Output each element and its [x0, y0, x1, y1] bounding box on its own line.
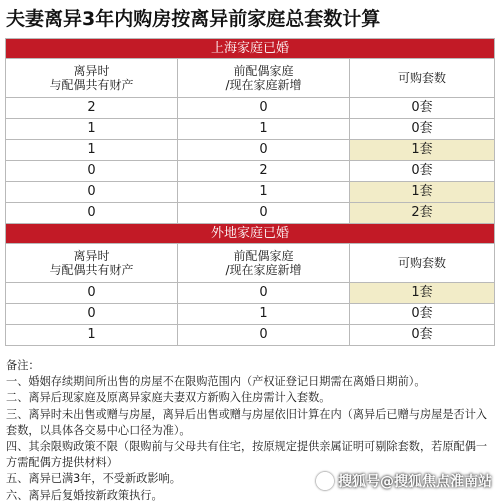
watermark — [316, 471, 492, 491]
table-cell: 0 — [178, 203, 350, 224]
table-cell: 0 — [6, 283, 178, 304]
table-row — [6, 182, 495, 203]
column-header: 前配偶家庭 /现在家庭新增 — [178, 59, 350, 98]
column-header: 可购套数 — [350, 59, 495, 98]
table-row — [6, 161, 495, 182]
sohu-logo-icon — [316, 472, 334, 490]
table-cell: 0 — [178, 283, 350, 304]
notes-title: 备注： — [6, 359, 40, 372]
note-2: 二、离异后现家庭及原离异家庭夫妻双方新购入住房需计入套数。 — [6, 391, 331, 405]
table-cell: 0 — [178, 325, 350, 346]
purchase-count-cell: 0套 — [350, 98, 495, 119]
table-cell: 1 — [178, 304, 350, 325]
section-heading: 上海家庭已婚 — [6, 39, 495, 59]
purchase-count-cell: 0套 — [350, 304, 495, 325]
note-3: 三、离异时未出售或赠与房屋，离异后出售或赠与房屋依旧计算在内（离异后已赠与房屋是否计入套数，以具体各交易中心口径为准）。 — [6, 407, 488, 437]
section-header — [6, 224, 495, 244]
purchase-count-cell: 1套 — [350, 140, 495, 161]
column-header: 离异时 与配偶共有财产 — [6, 59, 178, 98]
table-row — [6, 98, 495, 119]
watermark-text: 搜狐号@搜狐焦点淮南站 — [338, 474, 492, 490]
table-cell: 0 — [6, 203, 178, 224]
table-cell: 2 — [6, 98, 178, 119]
purchase-count-cell: 0套 — [350, 119, 495, 140]
note-6: 六、离异后复婚按新政策执行。 — [6, 488, 163, 502]
column-header-row — [6, 244, 495, 283]
purchase-count-cell: 2套 — [350, 203, 495, 224]
note-1: 一、婚姻存续期间所出售的房屋不在限购范围内（产权证登记日期需在离婚日期前）。 — [6, 375, 426, 389]
table-row — [6, 140, 495, 161]
table-cell: 0 — [178, 98, 350, 119]
column-header: 前配偶家庭 /现在家庭新增 — [178, 244, 350, 283]
table-row — [6, 203, 495, 224]
note-5: 五、离异已满3年，不受新政影响。 — [6, 472, 181, 486]
table-row — [6, 325, 495, 346]
table-cell: 1 — [6, 325, 178, 346]
purchase-count-cell: 0套 — [350, 161, 495, 182]
column-header-row — [6, 59, 495, 98]
table-cell: 1 — [178, 182, 350, 203]
table-cell: 0 — [6, 182, 178, 203]
section-heading: 外地家庭已婚 — [6, 224, 495, 244]
table-cell: 1 — [178, 119, 350, 140]
section-header — [6, 39, 495, 59]
table-row — [6, 283, 495, 304]
column-header: 可购套数 — [350, 244, 495, 283]
table-cell: 2 — [178, 161, 350, 182]
purchase-count-cell: 1套 — [350, 182, 495, 203]
table-row — [6, 304, 495, 325]
table-row — [6, 119, 495, 140]
page-title: 夫妻离异3年内购房按离异前家庭总套数计算 — [6, 8, 381, 30]
purchase-count-cell: 1套 — [350, 283, 495, 304]
table-cell: 0 — [6, 304, 178, 325]
table-cell: 0 — [6, 161, 178, 182]
column-header: 离异时 与配偶共有财产 — [6, 244, 178, 283]
purchase-table — [5, 38, 495, 346]
table-cell: 0 — [178, 140, 350, 161]
table-cell: 1 — [6, 119, 178, 140]
table-cell: 1 — [6, 140, 178, 161]
note-4: 四、其余限购政策不限（限购前与父母共有住宅，按原规定提供亲属证明可剔除套数，若原配偶一方需配偶方提供材料） — [6, 440, 488, 470]
purchase-count-cell: 0套 — [350, 325, 495, 346]
